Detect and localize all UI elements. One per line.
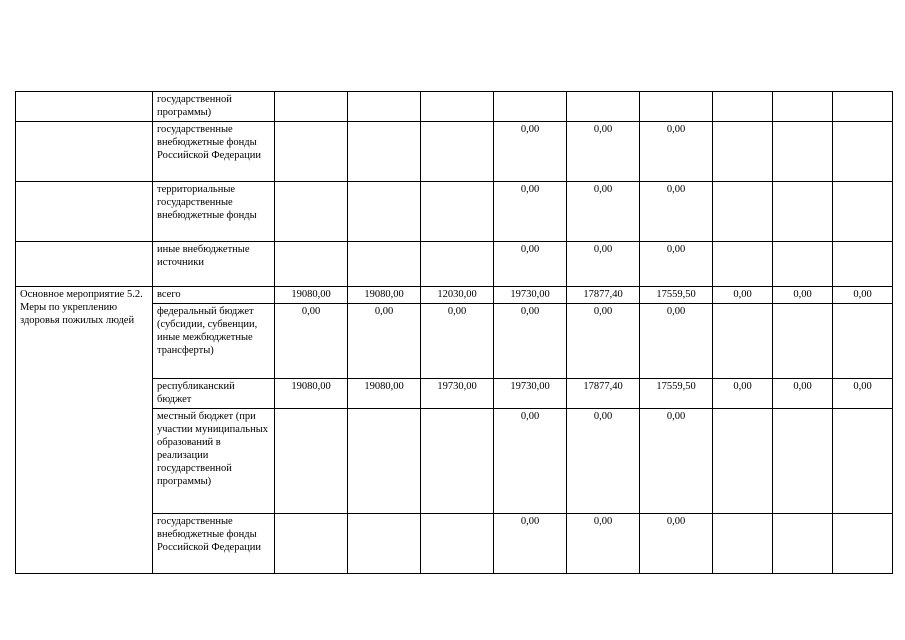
value-cell: 17559,50 bbox=[640, 379, 713, 409]
value-cell bbox=[275, 242, 348, 287]
measure-name-cell: Основное мероприятие 5.2. Меры по укреплению здоровья пожилых людей bbox=[16, 287, 153, 574]
value-cell bbox=[713, 122, 773, 182]
value-cell bbox=[275, 514, 348, 574]
value-cell bbox=[773, 514, 833, 574]
value-cell: 0,00 bbox=[567, 514, 640, 574]
value-cell bbox=[833, 122, 893, 182]
funding-source-cell: всего bbox=[153, 287, 275, 304]
measure-name-cell bbox=[16, 92, 153, 122]
value-cell bbox=[833, 242, 893, 287]
funding-source-cell: государственные внебюджетные фонды Российской Федерации bbox=[153, 122, 275, 182]
value-cell: 19730,00 bbox=[494, 287, 567, 304]
table-row bbox=[16, 287, 893, 304]
value-cell: 0,00 bbox=[640, 304, 713, 379]
measure-name-cell bbox=[16, 122, 153, 182]
value-cell bbox=[348, 514, 421, 574]
value-cell bbox=[567, 92, 640, 122]
value-cell bbox=[348, 122, 421, 182]
value-cell bbox=[773, 122, 833, 182]
value-cell: 0,00 bbox=[494, 304, 567, 379]
value-cell bbox=[713, 409, 773, 514]
value-cell bbox=[421, 122, 494, 182]
value-cell bbox=[773, 304, 833, 379]
table-row bbox=[16, 182, 893, 242]
value-cell bbox=[348, 182, 421, 242]
value-cell bbox=[833, 514, 893, 574]
funding-source-cell: республиканский бюджет bbox=[153, 379, 275, 409]
value-cell bbox=[713, 242, 773, 287]
value-cell bbox=[713, 304, 773, 379]
value-cell bbox=[640, 92, 713, 122]
value-cell bbox=[275, 182, 348, 242]
value-cell: 0,00 bbox=[833, 287, 893, 304]
value-cell: 0,00 bbox=[713, 379, 773, 409]
value-cell: 0,00 bbox=[494, 514, 567, 574]
funding-source-cell: территориальные государственные внебюджетные фонды bbox=[153, 182, 275, 242]
value-cell: 0,00 bbox=[640, 122, 713, 182]
funding-source-cell: местный бюджет (при участии муниципальных образований в реализации государственной программы) bbox=[153, 409, 275, 514]
budget-table bbox=[15, 91, 893, 574]
value-cell: 0,00 bbox=[494, 242, 567, 287]
value-cell: 0,00 bbox=[640, 514, 713, 574]
value-cell: 0,00 bbox=[567, 304, 640, 379]
value-cell: 0,00 bbox=[640, 182, 713, 242]
table-row bbox=[16, 92, 893, 122]
funding-source-cell: государственной программы) bbox=[153, 92, 275, 122]
value-cell bbox=[713, 92, 773, 122]
value-cell: 0,00 bbox=[567, 182, 640, 242]
value-cell: 17559,50 bbox=[640, 287, 713, 304]
value-cell bbox=[275, 122, 348, 182]
value-cell bbox=[773, 182, 833, 242]
measure-name-cell bbox=[16, 182, 153, 242]
value-cell bbox=[275, 92, 348, 122]
value-cell bbox=[348, 92, 421, 122]
value-cell: 0,00 bbox=[773, 379, 833, 409]
value-cell bbox=[421, 92, 494, 122]
value-cell: 19080,00 bbox=[348, 287, 421, 304]
value-cell bbox=[833, 409, 893, 514]
value-cell bbox=[494, 92, 567, 122]
value-cell bbox=[773, 242, 833, 287]
value-cell: 0,00 bbox=[348, 304, 421, 379]
value-cell: 0,00 bbox=[494, 182, 567, 242]
value-cell bbox=[421, 182, 494, 242]
value-cell: 17877,40 bbox=[567, 287, 640, 304]
value-cell: 17877,40 bbox=[567, 379, 640, 409]
measure-name-cell bbox=[16, 242, 153, 287]
value-cell: 19730,00 bbox=[421, 379, 494, 409]
value-cell bbox=[348, 242, 421, 287]
value-cell: 0,00 bbox=[773, 287, 833, 304]
value-cell: 0,00 bbox=[494, 122, 567, 182]
value-cell: 0,00 bbox=[421, 304, 494, 379]
value-cell bbox=[348, 409, 421, 514]
table-row bbox=[16, 242, 893, 287]
value-cell: 19080,00 bbox=[275, 287, 348, 304]
value-cell bbox=[773, 409, 833, 514]
value-cell: 0,00 bbox=[640, 242, 713, 287]
value-cell bbox=[713, 514, 773, 574]
value-cell: 0,00 bbox=[713, 287, 773, 304]
value-cell: 0,00 bbox=[567, 122, 640, 182]
funding-source-cell: иные внебюджетные источники bbox=[153, 242, 275, 287]
value-cell: 19080,00 bbox=[348, 379, 421, 409]
value-cell: 19730,00 bbox=[494, 379, 567, 409]
value-cell bbox=[833, 182, 893, 242]
table-row bbox=[16, 122, 893, 182]
value-cell: 12030,00 bbox=[421, 287, 494, 304]
value-cell bbox=[421, 409, 494, 514]
value-cell bbox=[833, 304, 893, 379]
value-cell: 19080,00 bbox=[275, 379, 348, 409]
value-cell bbox=[833, 92, 893, 122]
funding-source-cell: федеральный бюджет (субсидии, субвенции, иные межбюджетные трансферты) bbox=[153, 304, 275, 379]
value-cell bbox=[713, 182, 773, 242]
value-cell bbox=[421, 514, 494, 574]
value-cell: 0,00 bbox=[833, 379, 893, 409]
value-cell: 0,00 bbox=[567, 242, 640, 287]
value-cell bbox=[275, 409, 348, 514]
value-cell: 0,00 bbox=[494, 409, 567, 514]
value-cell: 0,00 bbox=[275, 304, 348, 379]
funding-source-cell: государственные внебюджетные фонды Российской Федерации bbox=[153, 514, 275, 574]
value-cell bbox=[421, 242, 494, 287]
value-cell bbox=[773, 92, 833, 122]
value-cell: 0,00 bbox=[567, 409, 640, 514]
table-body bbox=[16, 92, 893, 574]
value-cell: 0,00 bbox=[640, 409, 713, 514]
